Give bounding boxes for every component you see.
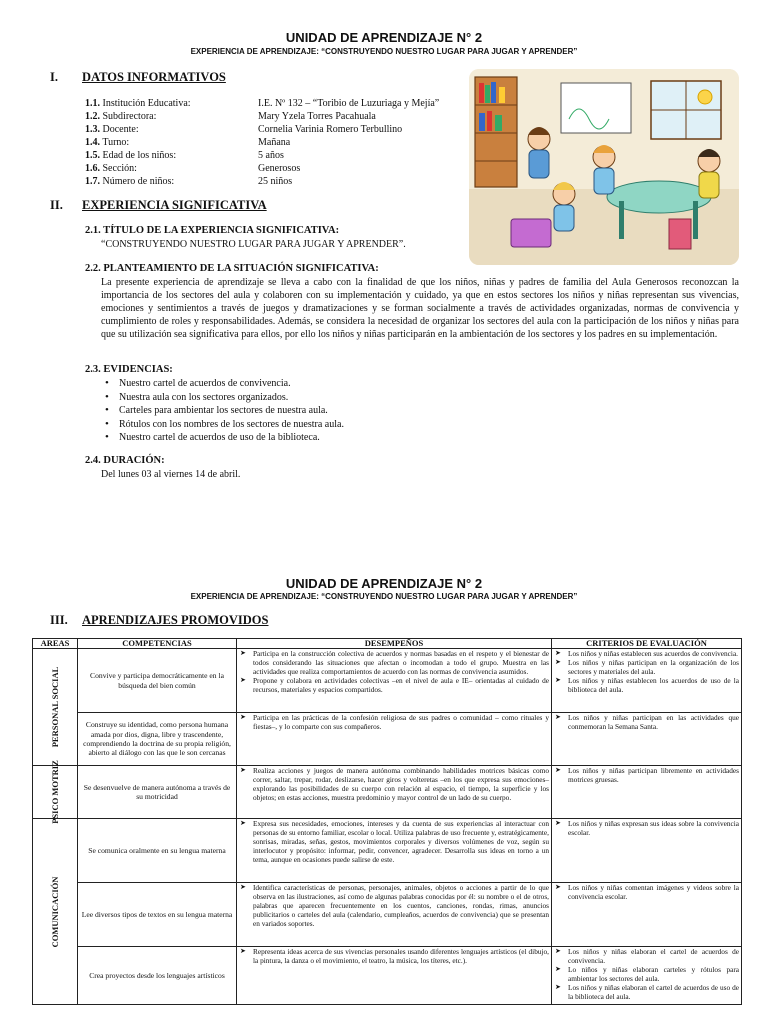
criterio-item: ➤ Los niños y niñas elaboran el cartel de acuerdos de convivencia.	[554, 947, 739, 965]
datos-row	[85, 123, 465, 136]
evidencia-item: • Nuestro cartel de acuerdos de convivencia.	[101, 377, 601, 391]
evidencias-list	[101, 377, 601, 445]
datos-row	[85, 175, 465, 188]
competencia-cell: Crea proyectos desde los lenguajes artísticos	[78, 947, 237, 1005]
criterio-item: ➤ Los niños y niñas participan en la organización de los sectores y materiales del aula.	[554, 658, 739, 676]
desempeno-item: ➤ Propone y colabora en actividades colectivas –en el nivel de aula e IE– orientadas al cuidado de recursos, materiales y espacios compartidos.	[239, 676, 549, 694]
s24-text: Del lunes 03 al viernes 14 de abril.	[101, 469, 241, 480]
desempeno-item: ➤ Realiza acciones y juegos de manera autónoma combinando habilidades motrices básicas como correr, saltar, trepar, rodar, deslizarse, hacer giros y volteretas –en los que expresa sus emociones– explorando las posibilidades de su cuerpo con relación al espacio, el tiempo, la superficie y los objetos; en estas acciones, muestra predominio y mayor control de un lado de su cuerpo.	[239, 766, 549, 802]
datos-value: Generosos	[258, 163, 301, 174]
datos-value: Mary Yzela Torres Pacahuala	[258, 111, 376, 122]
criterio-item: ➤ Los niños y niñas establecen sus acuerdos de convivencia.	[554, 649, 739, 658]
section-number: II.	[50, 198, 63, 212]
datos-number: 1.7.	[85, 176, 100, 187]
s21-text: “CONSTRUYENDO NUESTRO LUGAR PARA JUGAR Y APRENDER”.	[101, 239, 406, 250]
datos-row	[85, 136, 465, 149]
criterio-item: ➤ Los niños y niñas comentan imágenes y videos sobre la convivencia escolar.	[554, 883, 739, 901]
desempenos-cell	[237, 947, 552, 1005]
datos-value: 25 niños	[258, 176, 293, 187]
desempeno-item: ➤ Participa en la construcción colectiva de acuerdos y normas basadas en el respeto y el bienestar de todos considerando las situaciones que afectan o incomodan a todo el grupo. Muestra en las actividades que realiza comportamientos de acuerdo con las normas de convivencia asumidos.	[239, 649, 549, 676]
datos-value: Cornelia Varinia Romero Terbullino	[258, 124, 403, 135]
table-header-cell: AREAS	[33, 639, 78, 649]
table-row	[33, 947, 742, 1005]
desempeno-item: ➤ Participa en las prácticas de la confesión religiosa de sus padres o comunidad – como rituales y fiestas–, y lo comparte con sus compañeros.	[239, 713, 549, 731]
table-header-cell: DESEMPEÑOS	[237, 639, 552, 649]
section-experiencia-significativa	[50, 198, 267, 213]
classroom-illustration-svg	[469, 69, 739, 265]
table-header-row	[33, 639, 742, 649]
datos-value: 5 años	[258, 150, 284, 161]
criterios-cell	[552, 947, 742, 1005]
desempenos-cell	[237, 766, 552, 819]
datos-list	[85, 97, 465, 188]
section-number: I.	[50, 70, 58, 84]
section-aprendizajes	[50, 613, 268, 628]
criterio-item: ➤ Los niños y niñas participan en las actividades que conmemoran la Semana Santa.	[554, 713, 739, 731]
criterio-item: ➤ Los niños y niñas expresan sus ideas sobre la convivencia escolar.	[554, 819, 739, 837]
evidencia-item: • Nuestra aula con los sectores organizados.	[101, 391, 601, 405]
datos-number: 1.5.	[85, 150, 100, 161]
classroom-illustration	[469, 69, 739, 265]
section-title: DATOS INFORMATIVOS	[82, 70, 226, 84]
datos-number: 1.4.	[85, 137, 100, 148]
competencia-cell: Convive y participa democráticamente en la búsqueda del bien común	[78, 649, 237, 713]
s22-text: La presente experiencia de aprendizaje se lleva a cabo con la finalidad de que los niños, niñas y padres de familia del Aula Generosos reconozcan la importancia de los sectores del aula y colaboren con su implementación y cuidado, ya que en estos sectores los niños y niñas representan sus vivencias, emociones y sentimientos a través de juegos y dramatizaciones y se forman socialmente a través de actividades organizadas, normas de convivencia y cumplimiento de roles y responsabilidades. Además, se considera la necesidad de organizar los sectores del aula con la participación de los niños y niñas para que su utilización sea significativa para ellos, por ello los niños y niñas participarán en la ambientación de los sectores y los padres en su implementación.	[101, 277, 739, 340]
datos-number: 1.3.	[85, 124, 100, 135]
s21-heading: 2.1. TÍTULO DE LA EXPERIENCIA SIGNIFICATIVA:	[85, 225, 340, 236]
desempeno-item: ➤ Representa ideas acerca de sus vivencias personales usando diferentes lenguajes artísticos (el dibujo, la pintura, la danza o el movimiento, el teatro, la música, los títeres, etc.).	[239, 947, 549, 965]
datos-row	[85, 149, 465, 162]
criterios-cell	[552, 649, 742, 713]
s24-heading: 2.4. DURACIÓN:	[85, 455, 165, 466]
area-cell	[33, 649, 78, 766]
experience-subtitle: EXPERIENCIA DE APRENDIZAJE: “CONSTRUYENDO NUESTRO LUGAR PARA JUGAR Y APRENDER”	[190, 47, 578, 56]
datos-row	[85, 162, 465, 175]
desempeno-item: ➤ Identifica características de personas, personajes, animales, objetos o acciones a partir de lo que observa en las ilustraciones, así como de algunas palabras conocidas por él: su nombre o el de otros, palabras que aparecen frecuentemente en los cuentos, canciones, rondas, rimas, anuncios publicitarios o carteles del aula (calendario, cumpleaños, acuerdos de convivencia) que se presentan en variados soportes.	[239, 883, 549, 928]
criterio-item: ➤ Lo niños y niñas elaboran carteles y rótulos para ambientar los sectores del aula.	[554, 965, 739, 983]
desempenos-cell	[237, 713, 552, 766]
section-datos-informativos	[50, 70, 226, 85]
area-label: PERSONAL SOCIAL	[50, 666, 60, 748]
datos-label: Edad de los niños:	[102, 150, 177, 161]
unit-title: UNIDAD DE APRENDIZAJE N° 2	[285, 30, 483, 45]
area-cell	[33, 760, 78, 824]
s22-heading: 2.2. PLANTEAMIENTO DE LA SITUACIÓN SIGNIFICATIVA:	[85, 263, 379, 274]
competencia-cell: Construye su identidad, como persona humana amada por dios, digna, libre y trascendente, comprendiendo la doctrina de su propia religión, abierto al diálogo con las que le son cercanas	[78, 713, 237, 766]
desempenos-cell	[237, 883, 552, 947]
criterios-cell	[552, 713, 742, 766]
criterio-item: ➤ Los niños y niñas participan libremente en actividades motrices gruesas.	[554, 766, 739, 784]
datos-number: 1.2.	[85, 111, 100, 122]
evidencia-item: • Carteles para ambientar los sectores de nuestra aula.	[101, 404, 601, 418]
datos-number: 1.1.	[85, 98, 100, 109]
criterios-cell	[552, 883, 742, 947]
area-label: PSICO MOTRIZ	[50, 760, 60, 824]
desempeno-item: ➤ Expresa sus necesidades, emociones, intereses y da cuenta de sus experiencias al interactuar con personas de su entorno familiar, escolar o local. Utiliza palabras de uso frecuente y, estratégicamente, sonrisas, miradas, señas, gestos, movimientos corporales y diversos volúmenes de voz, según su interlocutor y propósito: informar, pedir, convencer, agradecer. Desarrolla sus ideas en torno a un tema, aunque en ocasiones puede salirse de este.	[239, 819, 549, 864]
competencia-cell: Se comunica oralmente en su lengua materna	[78, 819, 237, 883]
evidencia-item: • Nuestro cartel de acuerdos de uso de la biblioteca.	[101, 431, 601, 445]
section-title: APRENDIZAJES PROMOVIDOS	[82, 613, 269, 627]
competencia-cell: Se desenvuelve de manera autónoma a través de su motricidad	[78, 766, 237, 819]
datos-label: Sección:	[102, 163, 137, 174]
area-label: COMUNICACIÓN	[50, 876, 60, 947]
table-row	[33, 883, 742, 947]
table-row	[33, 819, 742, 883]
section-number: III.	[50, 613, 68, 627]
unit-title-2: UNIDAD DE APRENDIZAJE N° 2	[285, 576, 483, 591]
datos-label: Institución Educativa:	[102, 98, 191, 109]
table-row	[33, 713, 742, 766]
table-row	[33, 649, 742, 713]
datos-label: Turno:	[102, 137, 130, 148]
table-header-cell: COMPETENCIAS	[78, 639, 237, 649]
table-header-cell: CRITERIOS DE EVALUACIÓN	[552, 639, 742, 649]
datos-number: 1.6.	[85, 163, 100, 174]
desempenos-cell	[237, 649, 552, 713]
s23-heading: 2.3. EVIDENCIAS:	[85, 364, 173, 375]
table-row	[33, 766, 742, 819]
learning-table	[32, 638, 742, 1005]
experience-subtitle-2: EXPERIENCIA DE APRENDIZAJE: “CONSTRUYENDO NUESTRO LUGAR PARA JUGAR Y APRENDER”	[190, 592, 578, 601]
desempenos-cell	[237, 819, 552, 883]
datos-label: Subdirectora:	[102, 111, 157, 122]
area-cell	[33, 819, 78, 1005]
section-title: EXPERIENCIA SIGNIFICATIVA	[82, 198, 267, 212]
criterio-item: ➤ Los niños y niñas establecen los acuerdos de uso de la biblioteca del aula.	[554, 676, 739, 694]
datos-label: Docente:	[102, 124, 139, 135]
criterios-cell	[552, 819, 742, 883]
competencia-cell: Lee diversos tipos de textos en su lengua materna	[78, 883, 237, 947]
datos-label: Número de niños:	[102, 176, 175, 187]
criterios-cell	[552, 766, 742, 819]
datos-row	[85, 110, 465, 123]
evidencia-item: • Rótulos con los nombres de los sectores de nuestra aula.	[101, 418, 601, 432]
datos-row	[85, 97, 465, 110]
datos-value: Mañana	[258, 137, 291, 148]
datos-value: I.E. Nº 132 – “Toribio de Luzuriaga y Mejía”	[258, 98, 440, 109]
criterio-item: ➤ Los niños y niñas elaboran el cartel de acuerdos de uso de la biblioteca del aula.	[554, 983, 739, 1001]
